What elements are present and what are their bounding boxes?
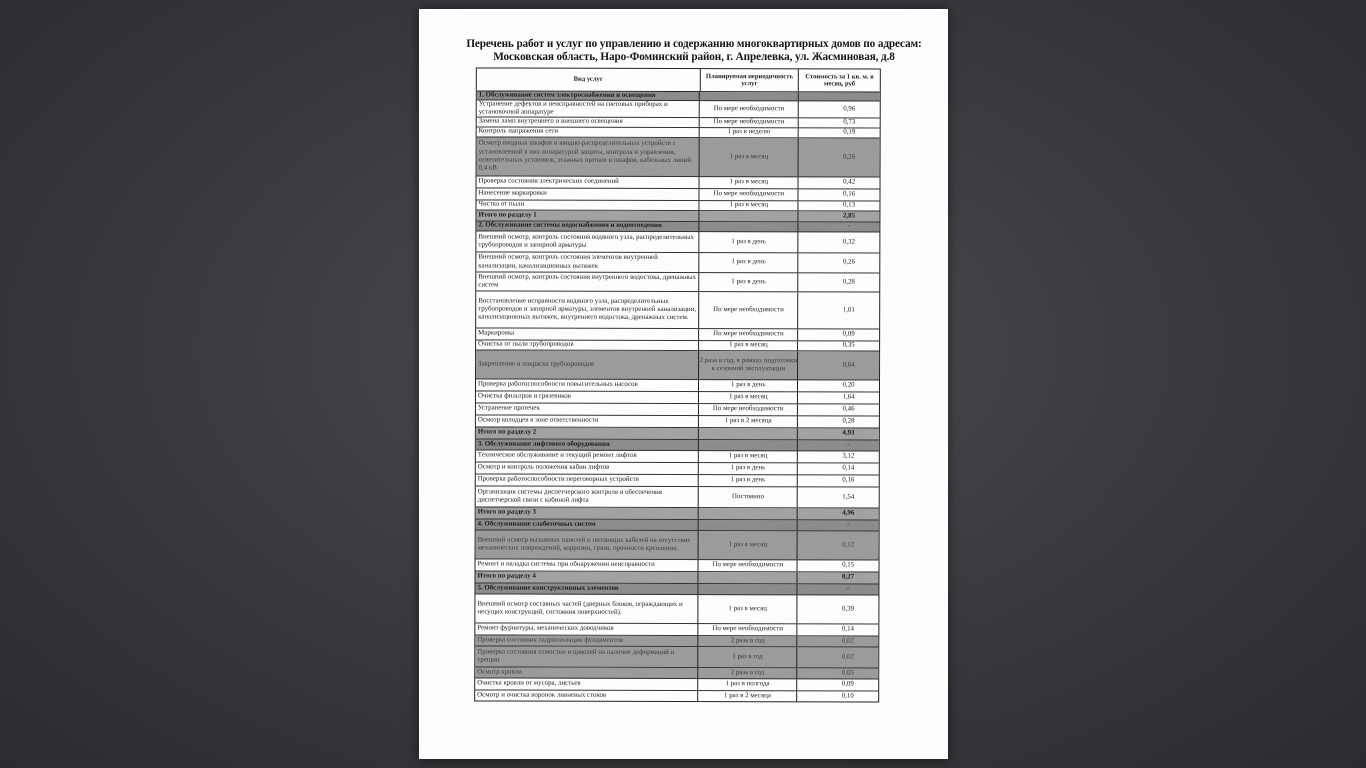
cost-cell: 0,42 (843, 178, 856, 186)
service-cell: Осмотр кровли (475, 667, 698, 678)
title-line-1: Перечень работ и услуг по управлению и содержанию многоквартирных домов по адресам: (466, 38, 922, 50)
frequency-cell: Постоянно (699, 487, 798, 507)
service-cell: Замена ламп внутреннего и внешнего освещения (477, 117, 700, 127)
cost-cell: 0,28 (842, 278, 855, 286)
table-row (476, 291, 879, 329)
service-cell: 5. Обслуживание конструктивных элементов (475, 583, 698, 594)
service-cell: Внешний осмотр, контроль состояния водяного узла, распределительных трубопроводов и запорной арматуры (476, 231, 699, 252)
table-row (476, 328, 879, 341)
service-cell: Очистка от пыли трубопроводов (476, 340, 699, 350)
frequency-cell: 1 раз в 2 месяца (699, 691, 798, 701)
frequency-cell: 1 раз в день (700, 273, 799, 291)
cost-cell: 0,26 (843, 153, 856, 161)
frequency-cell: 1 раз в день (700, 232, 799, 252)
cost-cell: 0,14 (842, 464, 855, 472)
frequency-cell: По мере необходимости (699, 560, 798, 571)
table-row (476, 415, 879, 428)
frequency-cell: По мере необходимости (700, 292, 799, 328)
frequency-cell: 1 раз в месяц (699, 531, 798, 559)
service-cell: Проверка состояния гидроизоляции фундаментов (475, 635, 698, 646)
cost-cell: 0,19 (843, 128, 856, 136)
frequency-cell: 1 раз в месяц (699, 392, 798, 403)
frequency-cell (700, 92, 799, 100)
service-cell: Итого по разделу 3 (476, 507, 699, 519)
service-cell: Итого по разделу 4 (475, 571, 698, 583)
frequency-cell: 1 раз в месяц (700, 201, 799, 210)
service-cell: Проверка работоспособности повысительных насосов (476, 379, 699, 391)
frequency-cell: 1 раз в 2 месяца (699, 416, 798, 427)
cost-cell: 0,96 (843, 105, 856, 113)
service-cell: Осмотр вводных шкафов и вводно-распределительных устройств с установленной в них аппаратурой защиты, контроля и управления, осветительных установок, этажных щитков и шкафов, кабельных линий 0,4 кВ (477, 137, 701, 176)
cost-cell: 1,64 (842, 393, 855, 401)
frequency-cell: 1 раз в день (699, 380, 798, 391)
service-cell: Внешний осмотр, контроль состояния элементов внутренней канализации, канализационных вытяжек (476, 252, 699, 272)
table-row (476, 486, 879, 508)
cost-cell: 0,02 (841, 637, 854, 645)
frequency-cell: 1 раз в день (699, 463, 798, 474)
cost-cell: 2,85 (842, 212, 856, 220)
frequency-cell: По мере необходимости (699, 404, 798, 415)
service-cell: Организация системы диспетчерского контроля и обеспечения диспетчерской связи с кабиной лифта (476, 486, 699, 507)
cost-cell: 3,12 (842, 452, 855, 460)
cost-cell: 0,32 (842, 238, 855, 246)
frequency-cell (700, 211, 799, 221)
table-row (476, 391, 879, 404)
frequency-cell: 1 раз в день (699, 475, 798, 486)
cost-cell: - (847, 222, 851, 230)
cost-cell: 1,54 (842, 493, 855, 501)
frequency-cell (699, 584, 798, 594)
service-cell: Техническое обслуживание и текущий ремонт лифтов (476, 450, 699, 462)
service-cell: Итого по разделу 1 (476, 210, 699, 221)
service-cell: Проверка работоспособности переговорных устройств (476, 474, 699, 486)
service-cell: Закрепление и покраска трубопроводов (476, 350, 699, 379)
table-row (475, 646, 878, 668)
cost-cell: 0,09 (841, 680, 854, 688)
total-row (476, 427, 879, 440)
service-cell: Внешний осмотр вызывных панелей и питающих кабелей на отсутствие механических повреждений, коррозии, грязи, прочности крепления. (476, 530, 699, 559)
frequency-cell: 1 раз в год (699, 647, 798, 667)
service-cell: Чистка от пыли (476, 200, 699, 210)
service-cell: Ремонт и наладка системы при обнаружении неисправности (476, 559, 699, 571)
frequency-cell: По мере необходимости (700, 101, 799, 117)
frequency-cell (699, 572, 798, 583)
cost-cell (799, 92, 880, 100)
frequency-cell: 1 раз в месяц (700, 138, 799, 176)
service-cell: Устранение протечек (476, 403, 699, 415)
table-row (475, 690, 878, 701)
service-cell: 4. Обслуживание слаботочных систем (476, 519, 699, 530)
service-cell: Осмотр и контроль положения кабин лифтов (476, 462, 699, 474)
title-line-2: Московская область, Наро-Фоминский район, г. Апрелевка, ул. Жасминовая, д.8 (493, 50, 895, 63)
service-cell: Контроль напряжения сети (477, 127, 700, 137)
cost-cell: 0,12 (842, 541, 855, 549)
frequency-cell: По мере необходимости (699, 624, 798, 635)
cost-cell: 0,35 (842, 341, 855, 349)
table-row (477, 137, 880, 177)
table-row (476, 379, 879, 392)
cost-cell: 1,01 (842, 306, 855, 314)
service-cell: Устранение дефектов и неисправностей на световых приборах и установочной аппаратуре (477, 100, 700, 117)
frequency-cell (699, 508, 798, 519)
cost-cell: 0,26 (842, 258, 855, 266)
cost-cell: 0,14 (841, 625, 854, 633)
service-cell: Очистка фильтров и грязевиков (476, 391, 699, 403)
frequency-cell (699, 520, 798, 530)
cost-cell: 0,20 (842, 381, 855, 389)
table-row (476, 350, 879, 380)
frequency-cell: По мере необходимости (700, 118, 799, 127)
service-cell: Маркировка (476, 328, 699, 340)
frequency-cell (699, 428, 798, 439)
service-cell: 3. Обслуживание лифтового оборудования (476, 439, 699, 450)
table-row (477, 176, 880, 189)
service-cell: 2. Обслуживание системы водоснабжения и водоотведения (476, 221, 699, 231)
total-row (475, 571, 878, 584)
frequency-cell: 1 раз в полгода (699, 679, 798, 690)
frequency-cell (699, 440, 798, 450)
service-cell: Восстановление исправности водяного узла, распределительных трубопроводов и запорной арматуры, элементов внутренней канализации, канализационных вытяжек, внутреннего водостока, дренажных систем. (476, 291, 700, 328)
table-row (477, 100, 880, 118)
cost-cell: 4,93 (842, 429, 855, 437)
table-row (476, 559, 879, 572)
service-cell: 1. Обслуживание систем электроснабжения и освещения (477, 91, 700, 100)
service-cell: Ремонт фурнитуры, механических доводчиков (475, 623, 698, 635)
cost-cell: 0,15 (842, 561, 855, 569)
table-row (476, 474, 879, 487)
cost-cell: 0,16 (842, 476, 855, 484)
table-row (476, 530, 879, 560)
cost-cell: 0,13 (843, 201, 856, 209)
cost-cell: 0,04 (842, 361, 855, 369)
frequency-cell: 1 раз в месяц (700, 177, 799, 188)
frequency-cell: 2 раза в год (699, 668, 798, 678)
cost-cell: 0,05 (841, 669, 854, 677)
service-cell: Нанесение маркировки (476, 188, 699, 200)
cost-cell: 4,96 (842, 509, 855, 517)
frequency-cell: 1 раз в месяц (699, 451, 798, 462)
frequency-cell: 1 раз в день (700, 253, 799, 272)
table-row (475, 678, 878, 691)
table-row (476, 252, 879, 273)
frequency-cell: 1 раз в месяц (700, 341, 799, 350)
document-page (419, 9, 948, 759)
frequency-cell: 1 раз в неделю (700, 128, 799, 137)
table-row (476, 272, 879, 292)
service-cell: Осмотр колодцев в зоне ответственности (476, 415, 699, 427)
cost-cell: 0,10 (841, 692, 854, 700)
frequency-cell: 2 раза в год, в рамках подготовки к сезонной эксплуатации (699, 351, 798, 379)
cost-cell: 0,09 (842, 330, 855, 338)
cost-cell: 0,28 (842, 417, 855, 425)
service-cell: Осмотр и очистка воронок ливневых стоков (475, 690, 698, 701)
cost-cell: - (847, 441, 850, 449)
header-cost: Стоимость за 1 кв. м. в месяц, руб (805, 72, 874, 88)
table-row (475, 594, 878, 624)
header-frequency: Планируемая периодичность услуг (701, 69, 800, 91)
table-row (475, 623, 878, 636)
service-cell: Проверка состояния отмостки и цоколей на наличие деформаций и трещин (475, 646, 698, 667)
service-cell: Внешний осмотр составных частей (дверных блоков, ограждающих и несущих конструкций, состояния поверхностей). (475, 594, 698, 623)
cost-cell: 0,02 (841, 653, 854, 661)
frequency-cell: 1 раз в месяц (699, 595, 798, 623)
services-table (474, 67, 881, 702)
table-body (475, 91, 880, 701)
table-row (476, 462, 879, 475)
service-cell: Внешний осмотр, контроль состояния внутреннего водостока, дренажных систем (476, 272, 699, 291)
cost-cell: - (846, 585, 850, 593)
service-cell: Очистка кровли от мусора, листьев (475, 678, 698, 690)
cost-cell: 0,46 (842, 405, 855, 413)
table-row (476, 450, 879, 463)
table-row (476, 188, 879, 201)
service-cell: Итого по разделу 2 (476, 427, 699, 439)
frequency-cell: По мере необходимости (700, 329, 799, 340)
frequency-cell: 2 раза в год (699, 636, 798, 646)
cost-cell: 0,73 (843, 118, 856, 126)
header-service: Вид услуг (477, 68, 701, 91)
frequency-cell: По мере необходимости (700, 189, 799, 200)
total-row (476, 507, 879, 520)
table-header (477, 68, 880, 92)
frequency-cell (700, 222, 799, 231)
table-row (476, 403, 879, 416)
cost-cell: 0,27 (842, 573, 855, 581)
cost-cell: 0,39 (841, 605, 855, 613)
service-cell: Проверка состояния электрических соединений (477, 176, 700, 188)
document-title (449, 38, 939, 63)
cost-cell: - (847, 521, 850, 529)
table-row (476, 231, 879, 253)
cost-cell: 0,16 (843, 190, 856, 198)
